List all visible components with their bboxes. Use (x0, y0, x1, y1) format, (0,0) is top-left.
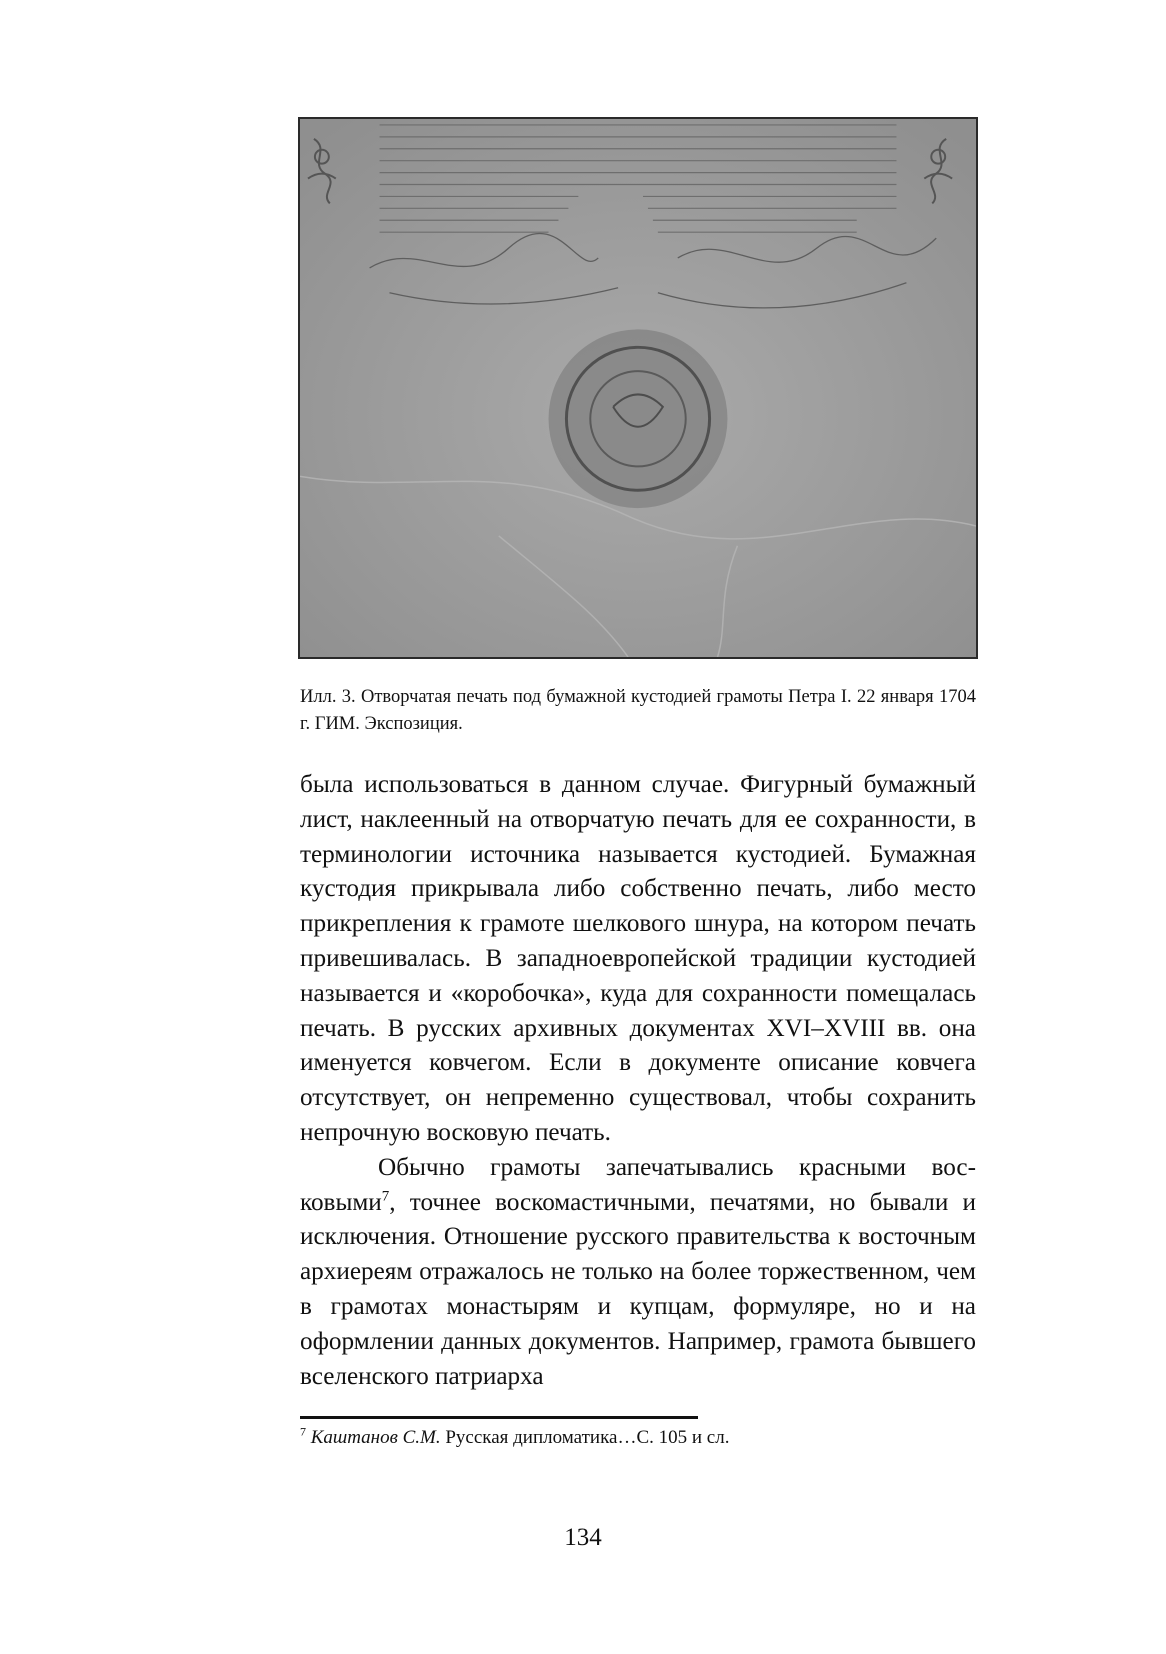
footnote-separator (300, 1416, 698, 1419)
document-seal-photo (298, 117, 978, 659)
wax-seal (549, 329, 728, 508)
body-text (300, 768, 976, 1394)
footnote-text: Русская дипломатика…С. 105 и сл. (440, 1427, 730, 1448)
footnote-author: Каштанов С.М. (310, 1427, 441, 1448)
paragraph-text: , точнее воскомастичными, печатями, но бывали и исключения. Отношение русского правительства к восточным архиереям отражалось не только на более торжественном, чем в грамотах монастырям и купцам, формуляре, но и на оформлении данных документов. Например, грамота бывшего вселенского патриарха (300, 1188, 976, 1390)
figure-caption: Илл. 3. Отворчатая печать под бумажной кустодией грамоты Петра I. 22 января 1704 г. ГИМ. Экспозиция. (300, 687, 976, 734)
footnote (300, 1424, 976, 1452)
footnote-number: 7 (300, 1424, 306, 1439)
page-number: 134 (564, 1524, 602, 1551)
paragraph: была использоваться в данном случае. Фигурный бумажный лист, наклеенный на отворчатую печать для ее сохранности, в терминологии источника называется кустодией. Бумажная кустодия прикрывала либо собственно печать, либо место прикрепления к грамоте шелкового шнура, на котором печать привешивалась. В западноевропейской традиции кустодией называется и «коробочка», куда для сохранности помещалась печать. В русских архивных документах XVI–XVIII вв. она именуется ковчегом. Если в документе описание ковчега отсутствует, он непременно существовал, чтобы сохранить непрочную восковую печать. (300, 771, 976, 1146)
seal-photo-drawing (300, 119, 976, 657)
paragraph (300, 1151, 976, 1395)
footnote-reference[interactable]: 7 (381, 1188, 390, 1205)
paragraph-text: Обычно грамоты запечатывались красными восковыми (300, 1153, 976, 1216)
